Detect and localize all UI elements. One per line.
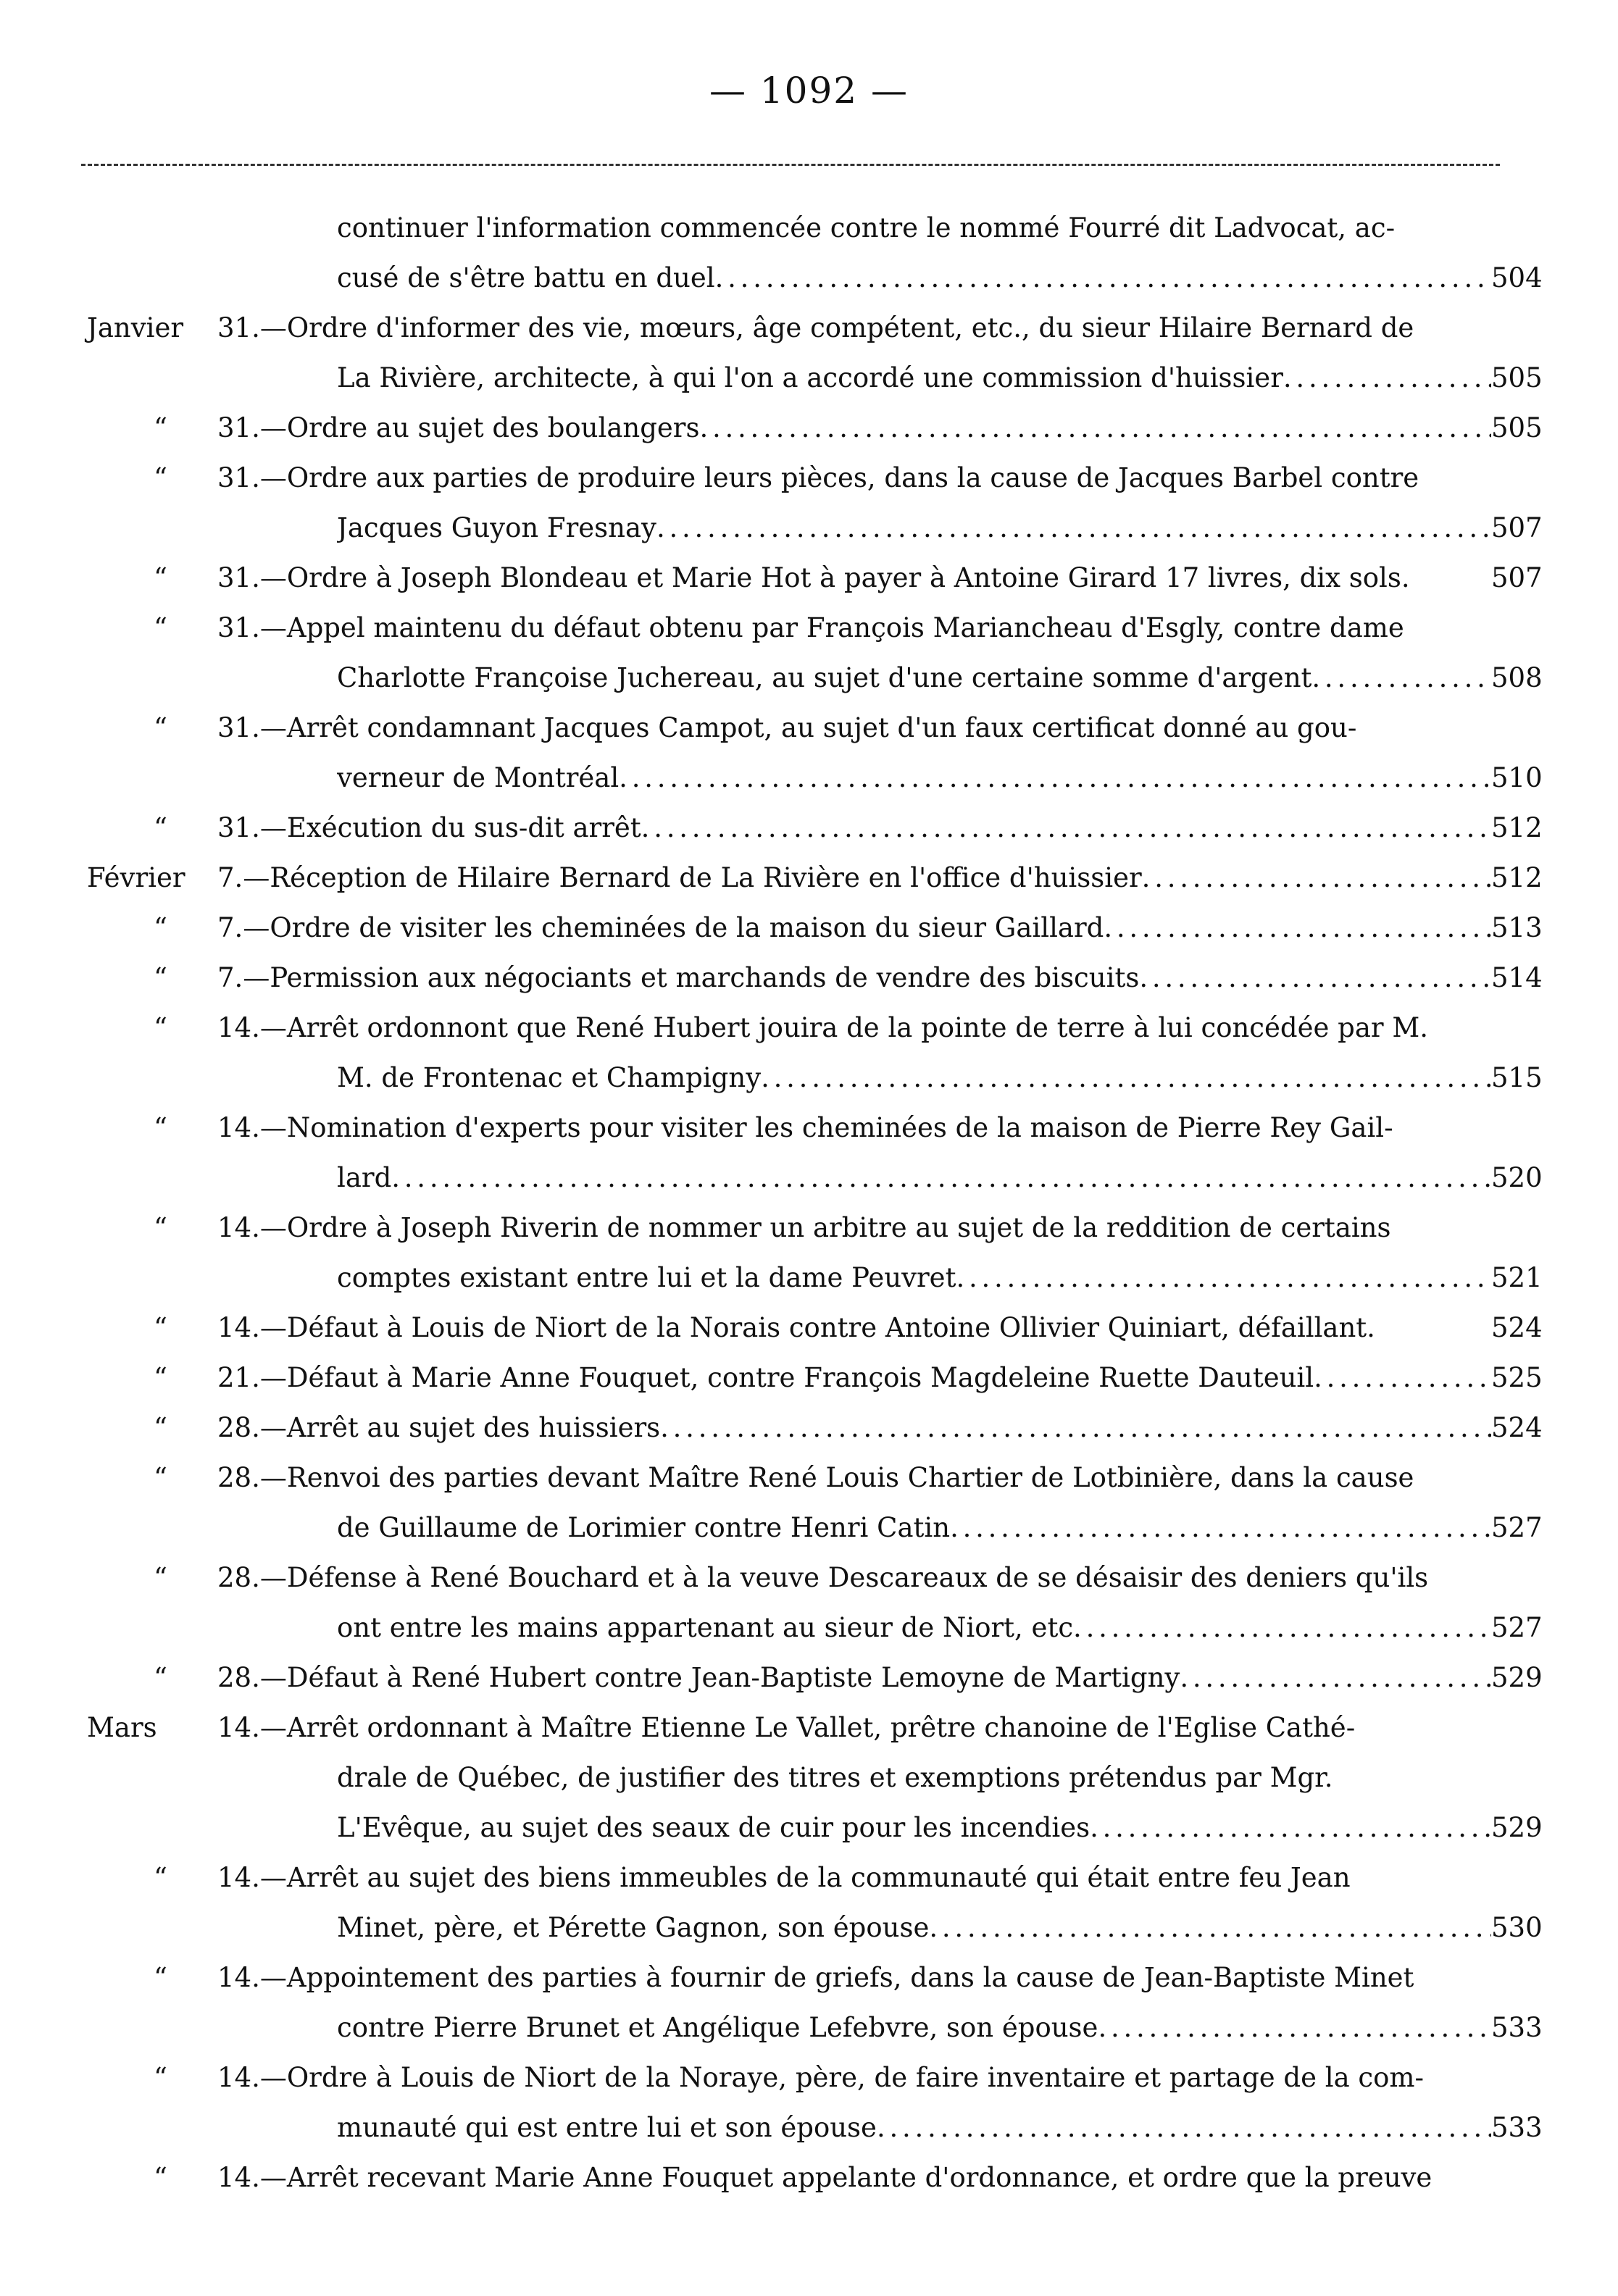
page-number: — 1092 — (709, 70, 909, 112)
entry-text (337, 353, 1491, 403)
entry-text-content: —Défaut à Louis de Niort de la Norais contre Antoine Ollivier Quiniart, défaillant. (259, 1312, 1375, 1343)
entry-text-content: ont entre les mains appartenant au sieur de Niort, etc (337, 1612, 1074, 1643)
entry-text (337, 2103, 1491, 2153)
entry-line (0, 253, 1618, 303)
entry-text-content: —Arrêt recevant Marie Anne Fouquet appelante d'ordonnance, et ordre que la preuve (259, 2162, 1433, 2193)
ditto-mark: “ (154, 1412, 167, 1443)
entry-line (0, 1803, 1618, 1853)
entry-day: 28. (217, 1412, 260, 1443)
page-reference: 507 (1491, 562, 1543, 593)
entry-text-content: Jacques Guyon Fresnay (337, 512, 656, 543)
ditto-mark: “ (154, 2162, 167, 2193)
entry-line (0, 2103, 1618, 2153)
entry-text (217, 1103, 1491, 1153)
entry-line (0, 2003, 1618, 2053)
page-reference: 512 (1491, 862, 1543, 893)
entry-day: 14. (217, 1712, 260, 1743)
ditto-mark: “ (154, 1662, 167, 1693)
entry-day: 28. (217, 1662, 260, 1693)
entry-line (0, 303, 1618, 353)
dot-leader (1314, 1353, 1491, 1403)
entry-line (0, 2053, 1618, 2103)
index-entry (0, 903, 1618, 953)
entry-text-content: Charlotte Françoise Juchereau, au sujet d'une certaine somme d'argent (337, 662, 1312, 693)
ditto-mark: “ (154, 462, 167, 493)
ditto-mark: “ (154, 1312, 167, 1343)
entry-line (0, 503, 1618, 553)
index-entry (0, 1103, 1618, 1203)
entry-text (337, 253, 1491, 303)
ditto-mark: “ (154, 1362, 167, 1393)
entry-text (337, 503, 1491, 553)
entry-day: 28. (217, 1562, 260, 1593)
entry-day: 7. (217, 962, 243, 993)
entry-line (0, 1103, 1618, 1153)
entry-line (0, 1003, 1618, 1053)
entry-text-content: verneur de Montréal (337, 762, 620, 793)
entry-line (0, 703, 1618, 753)
entry-text-content: —Arrêt au sujet des huissiers (259, 1412, 661, 1443)
entry-line (0, 1203, 1618, 1253)
entry-text-content: —Arrêt au sujet des biens immeubles de la communauté qui était entre feu Jean (259, 1862, 1351, 1893)
page-reference: 505 (1491, 412, 1543, 443)
ditto-mark: “ (154, 1212, 167, 1243)
entry-line (0, 1253, 1618, 1303)
entry-month: Janvier (87, 312, 184, 343)
page-reference: 514 (1491, 962, 1543, 993)
entry-day: 31. (217, 462, 260, 493)
entry-text-content: —Ordre de visiter les cheminées de la maison du sieur Gaillard (243, 912, 1104, 943)
entry-text (337, 1753, 1491, 1803)
index-entry (0, 1203, 1618, 1303)
entry-text-content: continuer l'information commencée contre le nommé Fourré dit Ladvocat, ac- (337, 212, 1396, 243)
dot-leader (761, 1053, 1491, 1103)
index-entry (0, 2053, 1618, 2153)
index-entry (0, 453, 1618, 553)
index-entry (0, 953, 1618, 1003)
page-reference: 533 (1491, 2112, 1543, 2143)
entry-line (0, 1453, 1618, 1503)
header-rule (81, 164, 1500, 166)
entry-text (217, 703, 1491, 753)
index-entry (0, 1303, 1618, 1353)
dot-leader (656, 503, 1491, 553)
page-reference: 512 (1491, 812, 1543, 843)
entry-text (217, 553, 1491, 603)
index-entry (0, 1703, 1618, 1853)
index-entry (0, 553, 1618, 603)
entry-text-content: lard (337, 1162, 392, 1193)
entry-text-content: —Ordre à Louis de Niort de la Noraye, père, de faire inventaire et partage de la com- (259, 2062, 1425, 2093)
dot-leader (877, 2103, 1491, 2153)
entry-text-content: comptes existant entre lui et la dame Peuvret (337, 1262, 956, 1293)
entry-day: 14. (217, 1212, 260, 1243)
dot-leader (619, 753, 1491, 803)
dot-leader (929, 1903, 1491, 1953)
entry-line (0, 1753, 1618, 1803)
entry-text (217, 1203, 1491, 1253)
entry-line (0, 403, 1618, 453)
page-reference: 507 (1491, 512, 1543, 543)
index-entry (0, 853, 1618, 903)
entry-text-content: M. de Frontenac et Champigny (337, 1062, 762, 1093)
dot-leader (391, 1153, 1491, 1203)
ditto-mark: “ (154, 1962, 167, 1993)
page-reference: 527 (1491, 1512, 1543, 1543)
entry-day: 14. (217, 1962, 260, 1993)
entry-text-content: —Défaut à Marie Anne Fouquet, contre François Magdeleine Ruette Dauteuil (259, 1362, 1314, 1393)
entry-text-content: L'Evêque, au sujet des seaux de cuir pour les incendies (337, 1812, 1091, 1843)
entry-day: 31. (217, 562, 260, 593)
entry-line (0, 1603, 1618, 1653)
index-entry (0, 2153, 1618, 2203)
page-reference: 524 (1491, 1412, 1543, 1443)
entry-line (0, 1903, 1618, 1953)
entry-text-content: —Permission aux négociants et marchands de vendre des biscuits (243, 962, 1140, 993)
entry-day: 14. (217, 2162, 260, 2193)
ditto-mark: “ (154, 1862, 167, 1893)
entry-day: 31. (217, 612, 260, 643)
index-entry (0, 303, 1618, 403)
entry-day: 28. (217, 1462, 260, 1493)
entry-line (0, 1703, 1618, 1753)
page-reference: 527 (1491, 1612, 1543, 1643)
entry-text-content: —Exécution du sus-dit arrêt (259, 812, 641, 843)
page-reference: 510 (1491, 762, 1543, 793)
dot-leader (1312, 653, 1491, 703)
entry-text (217, 1303, 1491, 1353)
entry-line (0, 553, 1618, 603)
index-entry (0, 403, 1618, 453)
entry-line (0, 653, 1618, 703)
entry-text (217, 303, 1491, 353)
dot-leader (699, 403, 1491, 453)
page-reference: 533 (1491, 2012, 1543, 2043)
index-entry (0, 1003, 1618, 1103)
entry-text (337, 1803, 1491, 1853)
ditto-mark: “ (154, 562, 167, 593)
page-reference: 530 (1491, 1912, 1543, 1943)
entry-text (217, 1353, 1491, 1403)
ditto-mark: “ (154, 1012, 167, 1043)
entry-text (337, 1253, 1491, 1303)
page-reference: 505 (1491, 362, 1543, 393)
entry-text (217, 1703, 1491, 1753)
entry-text (337, 653, 1491, 703)
entry-day: 21. (217, 1362, 260, 1393)
entry-line (0, 453, 1618, 503)
entry-text-content: La Rivière, architecte, à qui l'on a accordé une commission d'huissier (337, 362, 1283, 393)
dot-leader (1283, 353, 1491, 403)
entry-text (217, 2053, 1491, 2103)
ditto-mark: “ (154, 1462, 167, 1493)
ditto-mark: “ (154, 962, 167, 993)
entry-text-content: —Nomination d'experts pour visiter les cheminées de la maison de Pierre Rey Gail- (259, 1112, 1393, 1143)
entry-line (0, 203, 1618, 253)
page-reference: 529 (1491, 1812, 1543, 1843)
index-entry (0, 1453, 1618, 1553)
entry-line (0, 1303, 1618, 1353)
entry-line (0, 353, 1618, 403)
page-reference: 513 (1491, 912, 1543, 943)
page-reference: 520 (1491, 1162, 1543, 1193)
entry-line (0, 1353, 1618, 1403)
page-reference: 529 (1491, 1662, 1543, 1693)
entry-line (0, 1053, 1618, 1103)
dot-leader (715, 253, 1491, 303)
ditto-mark: “ (154, 412, 167, 443)
ditto-mark: “ (154, 2062, 167, 2093)
dot-leader (1073, 1603, 1491, 1653)
ditto-mark: “ (154, 912, 167, 943)
entry-text (217, 453, 1491, 503)
entry-text (217, 953, 1491, 1003)
index-entry (0, 203, 1618, 303)
dot-leader (660, 1403, 1491, 1453)
entry-text (217, 1403, 1491, 1453)
entry-day: 7. (217, 862, 243, 893)
entry-text (217, 1953, 1491, 2003)
entry-line (0, 1653, 1618, 1703)
page-reference: 524 (1491, 1312, 1543, 1343)
entry-text (217, 1653, 1491, 1703)
entry-day: 14. (217, 2062, 260, 2093)
entry-line (0, 1153, 1618, 1203)
entry-day: 14. (217, 1112, 260, 1143)
entry-text-content: —Défaut à René Hubert contre Jean-Baptiste Lemoyne de Martigny (259, 1662, 1180, 1693)
entry-text (337, 753, 1491, 803)
entry-day: 14. (217, 1862, 260, 1893)
index-entry (0, 1353, 1618, 1403)
entry-day: 14. (217, 1312, 260, 1343)
entry-text (217, 1453, 1491, 1503)
entry-text (217, 603, 1491, 653)
entry-text (217, 1553, 1491, 1603)
entry-text-content: munauté qui est entre lui et son épouse (337, 2112, 877, 2143)
entry-text-content: —Ordre d'informer des vie, mœurs, âge compétent, etc., du sieur Hilaire Bernard de (259, 312, 1414, 343)
entry-text (337, 1503, 1491, 1553)
entry-text-content: contre Pierre Brunet et Angélique Lefebvre, son épouse (337, 2012, 1098, 2043)
index-entry (0, 703, 1618, 803)
entry-month: Février (87, 862, 185, 893)
ditto-mark: “ (154, 1112, 167, 1143)
entry-text (337, 203, 1491, 253)
entry-text-content: —Arrêt ordonnant à Maître Etienne Le Vallet, prêtre chanoine de l'Eglise Cathé- (259, 1712, 1356, 1743)
entry-text-content: drale de Québec, de justifier des titres et exemptions prétendus par Mgr. (337, 1762, 1333, 1793)
entry-text (337, 1603, 1491, 1653)
entry-text-content: —Appel maintenu du défaut obtenu par François Mariancheau d'Esgly, contre dame (259, 612, 1404, 643)
entry-line (0, 1853, 1618, 1903)
entry-text (337, 1153, 1491, 1203)
entry-line (0, 2153, 1618, 2203)
entry-text (217, 403, 1491, 453)
entry-text-content: —Appointement des parties à fournir de griefs, dans la cause de Jean-Baptiste Minet (259, 1962, 1414, 1993)
entry-text-content: —Réception de Hilaire Bernard de La Rivière en l'office d'huissier (243, 862, 1142, 893)
entry-text-content: —Arrêt condamnant Jacques Campot, au sujet d'un faux certificat donné au gou- (259, 712, 1357, 743)
entry-line (0, 853, 1618, 903)
index-entry (0, 1653, 1618, 1703)
dot-leader (1139, 953, 1491, 1003)
page-reference: 508 (1491, 662, 1543, 693)
entry-text-content: —Ordre à Joseph Blondeau et Marie Hot à payer à Antoine Girard 17 livres, dix sols. (259, 562, 1410, 593)
dot-leader (1090, 1803, 1491, 1853)
dot-leader (1180, 1653, 1491, 1703)
index-entry (0, 603, 1618, 703)
entry-month: Mars (87, 1712, 157, 1743)
entry-day: 31. (217, 412, 260, 443)
entry-line (0, 953, 1618, 1003)
dot-leader (950, 1503, 1491, 1553)
dot-leader (1104, 903, 1491, 953)
entry-text (337, 1903, 1491, 1953)
entry-text (337, 1053, 1491, 1103)
entry-line (0, 903, 1618, 953)
entry-text-content: —Défense à René Bouchard et à la veuve Descareaux de se désaisir des deniers qu'ils (259, 1562, 1429, 1593)
ditto-mark: “ (154, 1562, 167, 1593)
index-entry (0, 1853, 1618, 1953)
entry-text-content: de Guillaume de Lorimier contre Henri Catin (337, 1512, 951, 1543)
page-reference: 504 (1491, 262, 1543, 293)
entry-line (0, 603, 1618, 653)
entry-day: 7. (217, 912, 243, 943)
entry-text-content: —Renvoi des parties devant Maître René Louis Chartier de Lotbinière, dans la cause (259, 1462, 1414, 1493)
entry-text-content: —Ordre au sujet des boulangers (259, 412, 700, 443)
index-entry (0, 1953, 1618, 2053)
entry-day: 31. (217, 812, 260, 843)
ditto-mark: “ (154, 612, 167, 643)
page-reference: 525 (1491, 1362, 1543, 1393)
index-entry (0, 1553, 1618, 1653)
entry-text-content: —Arrêt ordonnont que René Hubert jouira de la pointe de terre à lui concédée par M. (259, 1012, 1428, 1043)
entry-text (217, 1003, 1491, 1053)
index-entry (0, 1403, 1618, 1453)
entry-text (217, 853, 1491, 903)
entry-line (0, 1553, 1618, 1603)
entry-line (0, 1503, 1618, 1553)
entry-line (0, 1403, 1618, 1453)
entry-text (217, 903, 1491, 953)
entry-text-content: Minet, père, et Pérette Gagnon, son épouse (337, 1912, 930, 1943)
entry-text (337, 2003, 1491, 2053)
entry-text-content: cusé de s'être battu en duel (337, 262, 715, 293)
entry-day: 14. (217, 1012, 260, 1043)
index-entries (0, 203, 1618, 2203)
entry-text-content: —Ordre aux parties de produire leurs pièces, dans la cause de Jacques Barbel contre (259, 462, 1419, 493)
ditto-mark: “ (154, 812, 167, 843)
entry-text (217, 803, 1491, 853)
entry-line (0, 803, 1618, 853)
ditto-mark: “ (154, 712, 167, 743)
page-reference: 521 (1491, 1262, 1543, 1293)
dot-leader (641, 803, 1491, 853)
entry-line (0, 1953, 1618, 2003)
page-reference: 515 (1491, 1062, 1543, 1093)
dot-leader (1098, 2003, 1491, 2053)
entry-text (217, 1853, 1491, 1903)
entry-day: 31. (217, 312, 260, 343)
dot-leader (956, 1253, 1491, 1303)
entry-text (217, 2153, 1491, 2203)
index-entry (0, 803, 1618, 853)
entry-text-content: —Ordre à Joseph Riverin de nommer un arbitre au sujet de la reddition de certains (259, 1212, 1391, 1243)
entry-line (0, 753, 1618, 803)
entry-day: 31. (217, 712, 260, 743)
dot-leader (1142, 853, 1491, 903)
